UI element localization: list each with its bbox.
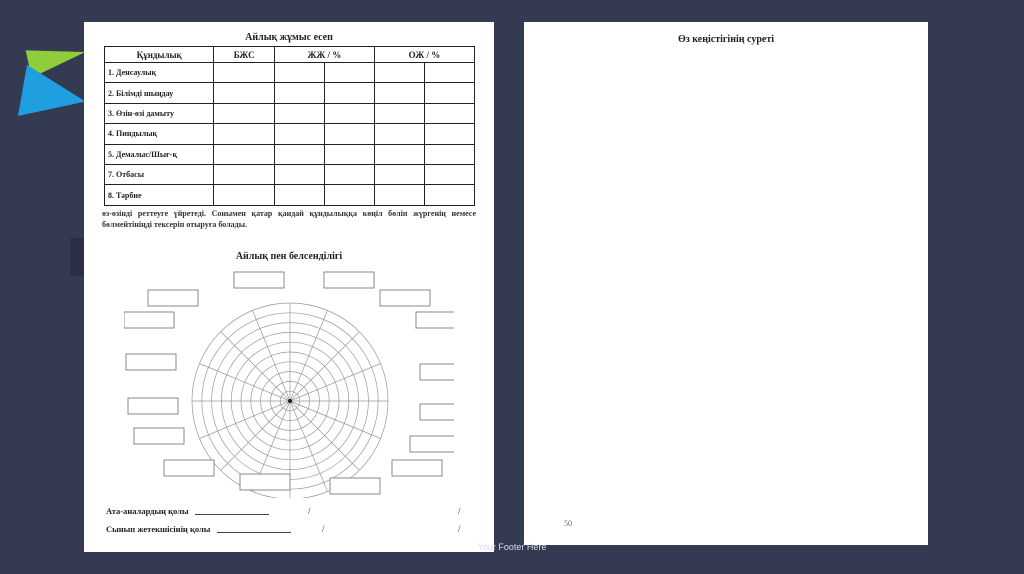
wheel-label-box <box>128 398 178 414</box>
parents-signature-line <box>195 514 269 515</box>
slash-mark: / <box>308 506 311 516</box>
row-label: 5. Демалыс/Шығ-қ <box>105 144 214 164</box>
header-zhzh: ЖЖ / % <box>274 47 374 63</box>
row-label: 7. Отбасы <box>105 164 214 184</box>
empty-cell <box>214 144 274 164</box>
empty-cell <box>374 83 424 103</box>
wheel-label-box <box>410 436 454 452</box>
side-shadow-decoration <box>70 238 84 276</box>
wheel-label-box <box>124 312 174 328</box>
teacher-signature <box>106 524 291 534</box>
empty-cell <box>274 103 324 123</box>
empty-cell <box>424 124 474 144</box>
row-label: 1. Денсаулық <box>105 63 214 83</box>
teacher-signature-label: Сынып жетекшісінің қолы <box>106 524 211 534</box>
table-row <box>105 103 475 123</box>
empty-cell <box>274 144 324 164</box>
wheel-label-box <box>420 364 454 380</box>
empty-cell <box>274 83 324 103</box>
empty-cell <box>374 144 424 164</box>
wheel-center <box>288 399 292 403</box>
row-label: 3. Өзін-өзі дамыту <box>105 103 214 123</box>
table-header-row <box>105 47 475 63</box>
wheel-label-box <box>148 290 198 306</box>
empty-cell <box>324 185 374 205</box>
table-row <box>105 144 475 164</box>
table-row <box>105 83 475 103</box>
left-page <box>84 22 494 552</box>
empty-cell <box>424 83 474 103</box>
teacher-signature-line <box>217 532 291 533</box>
empty-cell <box>324 144 374 164</box>
empty-cell <box>424 185 474 205</box>
wheel-label-box <box>134 428 184 444</box>
empty-cell <box>374 103 424 123</box>
slide-footer: Your Footer Here <box>477 542 547 552</box>
empty-cell <box>274 164 324 184</box>
empty-cell <box>214 124 274 144</box>
page-number: 50 <box>564 519 572 528</box>
empty-cell <box>324 63 374 83</box>
header-bzhs: БЖС <box>214 47 274 63</box>
row-label: 4. Пиндылық <box>105 124 214 144</box>
empty-cell <box>214 164 274 184</box>
slash-mark: / <box>322 524 325 534</box>
empty-cell <box>424 144 474 164</box>
parents-signature-label: Ата-аналардың қолы <box>106 506 189 516</box>
empty-cell <box>424 164 474 184</box>
wheel-label-box <box>126 354 176 370</box>
wheel-label-box <box>234 272 284 288</box>
blue-arrow-decoration <box>18 65 90 127</box>
wheel-label-box <box>324 272 374 288</box>
row-label: 2. Білімді шыңдау <box>105 83 214 103</box>
activity-wheel-title: Айлық пен белсенділігі <box>235 251 343 262</box>
empty-cell <box>374 63 424 83</box>
empty-cell <box>374 185 424 205</box>
slash-mark: / <box>458 506 461 516</box>
slash-mark: / <box>458 524 461 534</box>
empty-cell <box>214 185 274 205</box>
parents-signature <box>106 506 269 516</box>
header-values: Құндылық <box>105 47 214 63</box>
empty-cell <box>374 164 424 184</box>
empty-cell <box>324 164 374 184</box>
wheel-label-box <box>420 404 454 420</box>
wheel-label-box <box>164 460 214 476</box>
empty-cell <box>424 103 474 123</box>
wheel-label-box <box>330 478 380 494</box>
empty-cell <box>324 124 374 144</box>
empty-cell <box>274 124 324 144</box>
empty-cell <box>214 63 274 83</box>
empty-cell <box>324 83 374 103</box>
row-label: 8. Тәрбие <box>105 185 214 205</box>
instruction-paragraph: өз-өзінді реттеуге үйретеді. Сонымен қатар қандай құндылыққа көңіл бөліп жүргенің немесе бөлмейтініңді тексеріп отыруға болады. <box>102 209 476 229</box>
empty-cell <box>324 103 374 123</box>
empty-cell <box>274 185 324 205</box>
activity-wheel <box>124 268 454 498</box>
header-ozh: ОЖ / % <box>374 47 474 63</box>
table-row <box>105 63 475 83</box>
values-table <box>104 46 475 206</box>
empty-cell <box>274 63 324 83</box>
own-space-title: Өз кеңістігінің суреті <box>677 34 775 45</box>
wheel-label-box <box>240 474 290 490</box>
empty-cell <box>214 83 274 103</box>
wheel-label-box <box>416 312 454 328</box>
wheel-label-box <box>380 290 430 306</box>
empty-cell <box>424 63 474 83</box>
empty-cell <box>374 124 424 144</box>
table-row <box>105 124 475 144</box>
table-row <box>105 185 475 205</box>
wheel-label-box <box>392 460 442 476</box>
table-row <box>105 164 475 184</box>
right-page <box>524 22 928 545</box>
empty-cell <box>214 103 274 123</box>
monthly-report-title: Айлық жұмыс есеп <box>245 32 333 43</box>
